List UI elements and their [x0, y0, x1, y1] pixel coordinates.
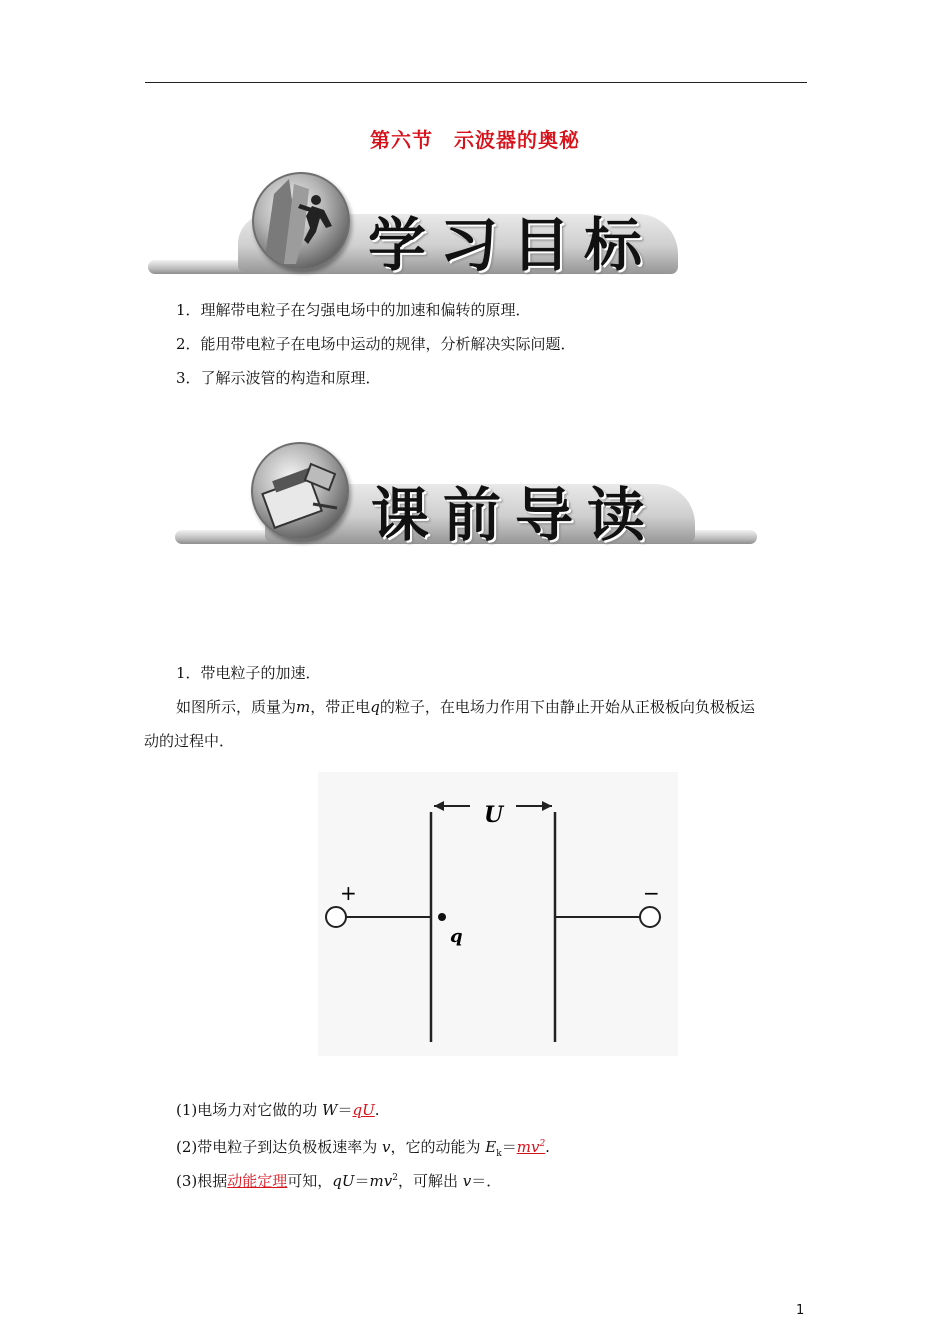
books-icon: [251, 442, 349, 540]
objectives-banner-label: 学习目标: [368, 211, 657, 279]
climber-icon: [252, 172, 350, 270]
item-work: (1)电场力对它做的功 W＝qU.: [176, 1101, 380, 1119]
positive-terminal: [326, 907, 346, 927]
charge-label: q: [450, 926, 463, 947]
minus-sign: −: [643, 881, 660, 905]
capacitor-diagram: [318, 772, 678, 1056]
page-title: 第六节 示波器的奥秘: [370, 128, 580, 152]
preview-banner-label: 课前导读: [371, 481, 660, 549]
intro-paragraph-line1: 如图所示，质量为m，带正电q的粒子，在电场力作用下由静止开始从正极板向负极板运: [176, 698, 755, 716]
objective-item: 3．了解示波管的构造和原理．: [176, 369, 381, 387]
intro-paragraph-line2: 动的过程中．: [144, 732, 235, 750]
item-kinetic-energy: (2)带电粒子到达负极板速率为 v，它的动能为 $E_k=mv^2$.: [176, 1138, 550, 1159]
negative-terminal: [640, 907, 660, 927]
answer-blank: qU: [352, 1101, 375, 1119]
objectives-banner: [148, 168, 708, 288]
page-number: 1: [796, 1303, 805, 1318]
header-rule: [145, 82, 807, 83]
item-theorem: (3)根据动能定理可知，$qU=mv^2$，可解出 v＝．: [176, 1172, 502, 1190]
section-heading: 1．带电粒子的加速．: [176, 664, 321, 682]
voltage-label: U: [484, 802, 504, 828]
preview-banner: [175, 438, 785, 558]
objective-item: 1．理解带电粒子在匀强电场中的加速和偏转的原理．: [176, 301, 531, 319]
answer-blank: 动能定理: [227, 1172, 288, 1190]
plus-sign: +: [340, 881, 357, 905]
charge-particle: [438, 913, 446, 921]
answer-blank: $mv^2$: [516, 1138, 546, 1156]
objective-item: 2．能用带电粒子在电场中运动的规律，分析解决实际问题．: [176, 335, 576, 353]
